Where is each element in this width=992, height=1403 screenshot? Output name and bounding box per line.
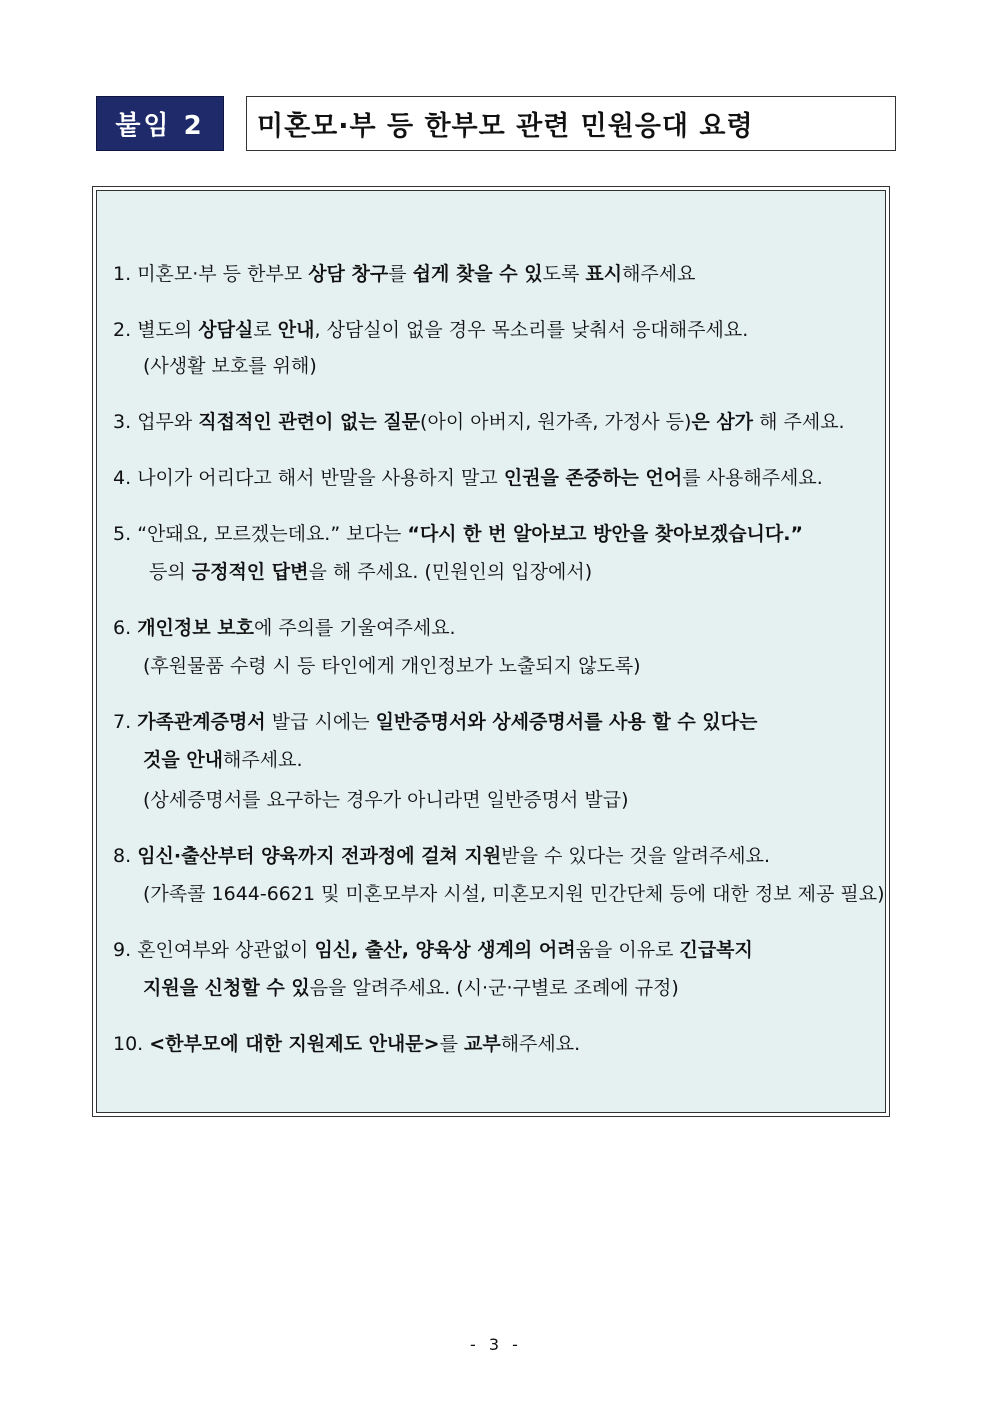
body-text: 미혼모·부 등 한부모 <box>137 263 309 285</box>
body-text: 받을 수 있다는 것을 알려주세요. <box>501 845 771 867</box>
body-text: 를 <box>439 1033 464 1055</box>
emphasis-text: 가족관계증명서 <box>137 711 266 733</box>
body-text: 를 <box>388 263 413 285</box>
list-item-line <box>113 710 757 734</box>
body-text: 에 주의를 기울여주세요. <box>253 617 456 639</box>
list-item-line <box>113 466 823 490</box>
list-item-number: 5. <box>113 523 132 545</box>
appendix-badge-label: 붙임 2 <box>115 111 205 141</box>
list-item-line <box>113 938 753 962</box>
body-text: 도록 <box>542 263 586 285</box>
list-item-number: 3. <box>113 411 132 433</box>
list-item-number: 1. <box>113 263 132 285</box>
body-text: (사생활 보호를 위해) <box>143 355 317 377</box>
list-item-line <box>113 262 695 286</box>
list-item-continuation <box>143 976 679 1000</box>
list-item-number: 8. <box>113 845 132 867</box>
emphasis-text: 긍정적인 답변 <box>191 561 309 583</box>
body-text: (후원물품 수령 시 등 타인에게 개인정보가 노출되지 않도록) <box>143 655 641 677</box>
emphasis-text: 직접적인 관련이 없는 질문 <box>198 411 421 433</box>
body-text: 을 해 주세요. (민원인의 입장에서) <box>308 561 593 583</box>
emphasis-text: 것을 안내 <box>143 749 224 771</box>
body-text: 해 주세요. <box>753 411 845 433</box>
body-text: (아이 아버지, 원가족, 가정사 등) <box>420 411 692 433</box>
body-text: (가족콜 1644-6621 및 미혼모부자 시설, 미혼모지원 민간단체 등에 대한 정보 제공 필요) <box>143 883 885 905</box>
body-text: 나이가 어리다고 해서 반말을 사용하지 말고 <box>137 467 504 489</box>
list-item-number: 7. <box>113 711 132 733</box>
body-text: , 상담실이 없을 경우 목소리를 낮춰서 응대해주세요. <box>314 319 749 341</box>
emphasis-text: 일반증명서와 상세증명서를 사용 할 수 있다는 <box>375 711 758 733</box>
guidelines-box <box>92 186 890 1117</box>
emphasis-text: 은 삼가 <box>691 411 754 433</box>
emphasis-text: 임신, 출산, 양육상 생계의 어려 <box>314 939 576 961</box>
list-item-number: 9. <box>113 939 132 961</box>
page-number: - 3 - <box>470 1335 522 1354</box>
body-text: 로 <box>253 319 278 341</box>
list-item-line <box>113 616 456 640</box>
list-item-line <box>113 410 845 434</box>
body-text: 등의 <box>149 561 192 583</box>
page-title-text: 미혼모·부 등 한부모 관련 민원응대 요령 <box>257 111 754 142</box>
body-text: 해주세요. <box>500 1033 581 1055</box>
body-text: 별도의 <box>137 319 199 341</box>
guidelines-panel <box>96 190 886 1113</box>
list-item-line <box>113 844 770 868</box>
list-item-continuation <box>143 354 317 378</box>
appendix-badge <box>96 96 224 151</box>
body-text: 해주세요 <box>622 263 696 285</box>
body-text: 발급 시에는 <box>265 711 376 733</box>
emphasis-text: 교부 <box>463 1033 501 1055</box>
body-text: “안돼요, 모르겠는데요.” 보다는 <box>137 523 408 545</box>
list-item-continuation <box>143 748 303 772</box>
body-text: 혼인여부와 상관없이 <box>137 939 315 961</box>
emphasis-text: 긴급복지 <box>679 939 753 961</box>
list-item-line <box>113 522 803 546</box>
list-item-number: 10. <box>113 1033 144 1055</box>
list-item-number: 4. <box>113 467 132 489</box>
emphasis-text: 임신·출산부터 양육까지 전과정에 걸쳐 지원 <box>137 845 502 867</box>
emphasis-text: “다시 한 번 알아보고 방안을 찾아보겠습니다.” <box>407 523 803 545</box>
emphasis-text: 지원을 신청할 수 있 <box>143 977 310 999</box>
emphasis-text: 개인정보 보호 <box>137 617 254 639</box>
emphasis-text: 상담 창구 <box>308 263 389 285</box>
list-item-continuation <box>143 882 884 906</box>
body-text: 음을 알려주세요. (시·군·구별로 조례에 규정) <box>309 977 679 999</box>
list-item-number: 2. <box>113 319 132 341</box>
list-item-continuation <box>143 788 629 812</box>
body-text: 를 사용해주세요. <box>682 467 823 489</box>
page-title <box>246 96 896 151</box>
list-item-line <box>113 1032 580 1056</box>
list-item-continuation <box>149 560 592 584</box>
body-text: 해주세요. <box>223 749 303 771</box>
emphasis-text: 인권을 존중하는 언어 <box>503 467 683 489</box>
body-text: (상세증명서를 요구하는 경우가 아니라면 일반증명서 발급) <box>143 789 629 811</box>
emphasis-text: 안내 <box>277 319 315 341</box>
emphasis-text: 표시 <box>585 263 623 285</box>
emphasis-text: 쉽게 찾을 수 있 <box>412 263 543 285</box>
list-item-number: 6. <box>113 617 132 639</box>
list-item-continuation <box>143 654 641 678</box>
emphasis-text: <한부모에 대한 지원제도 안내문> <box>149 1033 440 1055</box>
emphasis-text: 상담실 <box>198 319 254 341</box>
body-text: 움을 이유로 <box>575 939 680 961</box>
list-item-line <box>113 318 748 342</box>
body-text: 업무와 <box>137 411 199 433</box>
